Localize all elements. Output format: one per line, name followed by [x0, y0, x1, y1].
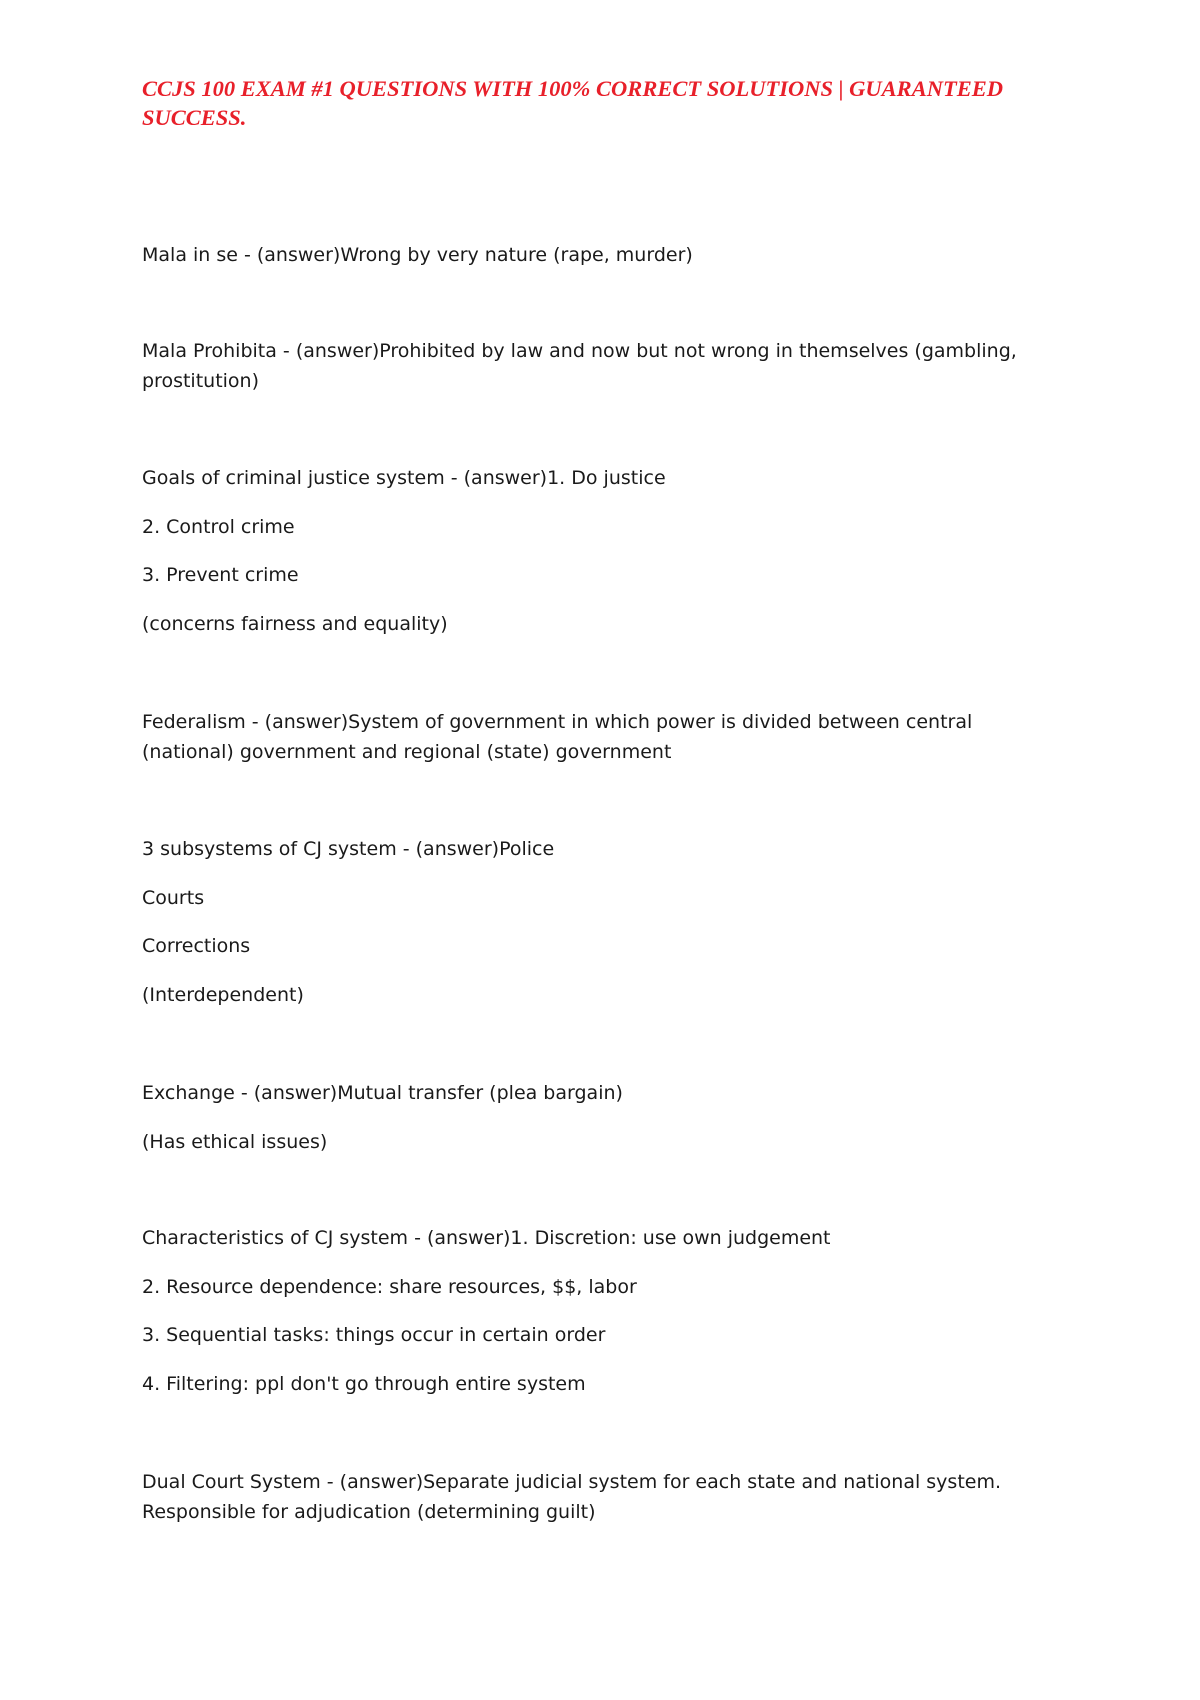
- entry-line: 4. Filtering: ppl don't go through entire system: [142, 1372, 586, 1395]
- entry-line: 3. Prevent crime: [142, 564, 299, 586]
- entry-line: Federalism - (answer)System of government in which power is divided between central (national) government and regional (state) government: [142, 711, 973, 763]
- qa-entry-federalism: [142, 707, 1052, 767]
- entry-line: Dual Court System - (answer)Separate judicial system for each state and national system. Responsible for adjudication (determining guilt): [142, 1471, 1002, 1523]
- entry-line: 2. Control crime: [142, 515, 295, 538]
- entry-line: Courts: [142, 886, 205, 909]
- entry-line: Corrections: [142, 935, 251, 957]
- entry-line: 3. Sequential tasks: things occur in certain order: [142, 1324, 606, 1346]
- qa-entry-goals-of-cj-system: [142, 463, 1052, 639]
- entry-line: (Interdependent): [142, 983, 304, 1006]
- entry-line: Exchange - (answer)Mutual transfer (plea bargain): [142, 1082, 623, 1104]
- entry-line: Mala in se - (answer)Wrong by very nature (rape, murder): [142, 244, 693, 266]
- entry-line: (concerns fairness and equality): [142, 612, 448, 635]
- entry-line: Goals of criminal justice system - (answer)1. Do justice: [142, 467, 666, 489]
- qa-entry-cj-characteristics: [142, 1223, 1052, 1399]
- qa-entry-cj-subsystems: [142, 834, 1052, 1010]
- entry-line: 3 subsystems of CJ system - (answer)Police: [142, 838, 555, 860]
- document-title: CCJS 100 EXAM #1 QUESTIONS WITH 100% CORRECT SOLUTIONS | GUARANTEED SUCCESS.: [142, 76, 1003, 130]
- entry-line: Mala Prohibita - (answer)Prohibited by law and now but not wrong in themselves (gambling, prostitution): [142, 340, 1017, 392]
- entry-line: 2. Resource dependence: share resources, $$, labor: [142, 1275, 637, 1298]
- qa-entry-exchange: [142, 1078, 1052, 1157]
- qa-entry-mala-in-se: [142, 240, 1052, 270]
- entry-line: Characteristics of CJ system - (answer)1. Discretion: use own judgement: [142, 1227, 831, 1249]
- qa-entry-dual-court-system: [142, 1467, 1052, 1527]
- qa-entry-mala-prohibita: [142, 336, 1052, 396]
- entry-line: (Has ethical issues): [142, 1130, 328, 1153]
